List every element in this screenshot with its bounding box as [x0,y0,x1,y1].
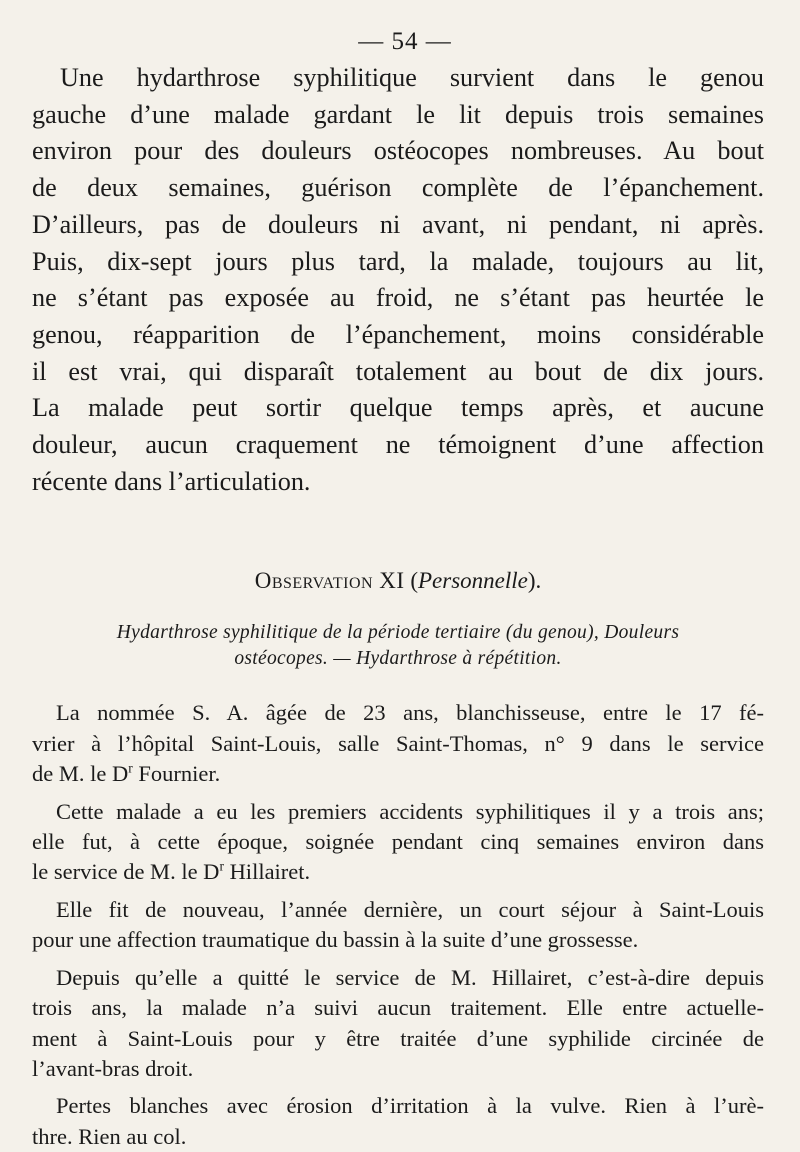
text-line: ne s’étant pas exposée au froid, ne s’étant pas heurtée le [32,283,764,313]
text-line: il est vrai, qui disparaît totalement au bout de dix jours. [32,356,764,386]
text-line: de M. le $D^r$ Fournier. [32,760,221,787]
text-line: La nommée S. A. âgée de 23 ans, blanchisseuse, entre le 17 fé- [56,700,764,726]
text-line: D’ailleurs, pas de douleurs ni avant, ni pendant, ni après. [32,209,764,239]
observation-heading [32,568,764,594]
case-paragraph-examination [32,1091,764,1152]
case-paragraph-previous-stay [32,895,764,956]
observation-subtitle [32,620,764,672]
case-paragraph-history [32,797,764,888]
text-line: Depuis qu’elle a quitté le service de M. Hillairet, c’est-à-dire depuis [56,964,764,990]
text-line: récente dans l’articulation. [32,466,311,496]
text-line: Puis, dix-sept jours plus tard, la malade, toujours au lit, [32,246,764,276]
text-line: La malade peut sortir quelque temps après, et aucune [32,393,764,423]
opening-paragraph [32,60,764,500]
text-line: l’avant-bras droit. [32,1055,194,1081]
text-line: vrier à l’hôpital Saint-Louis, salle Saint-Thomas, n° 9 dans le service [32,730,764,756]
case-report [32,698,764,1152]
observation-label: Observation XI [254,568,405,594]
subtitle-line: Hydarthrose syphilitique de la période tertiaire (du genou), Douleurs [116,622,680,644]
text-line: Pertes blanches avec érosion d’irritation à la vulve. Rien à l’urè- [56,1093,764,1119]
text-line: douleur, aucun craquement ne témoignent d’une affection [32,430,764,460]
page-number: — 54 — [358,28,452,55]
case-paragraph-treatment [32,963,764,1085]
close-paren: ). [527,568,542,594]
text-line: elle fut, à cette époque, soignée pendant cinq semaines environ dans [32,829,764,855]
text-line: ment à Saint-Louis pour y être traitée d’une syphilide circinée de [32,1025,764,1051]
subtitle-line: ostéocopes. — Hydarthrose à répétition. [234,648,562,670]
observation-qualifier: Personnelle [418,568,528,594]
text-line: gauche d’une malade gardant le lit depuis trois semaines [32,99,764,129]
open-paren: ( [410,568,418,594]
text-line: Cette malade a eu les premiers accidents syphilitiques il y a trois ans; [56,798,764,824]
text-line: trois ans, la malade n’a suivi aucun traitement. Elle entre actuelle- [32,995,764,1021]
text-line: environ pour des douleurs ostéocopes nombreuses. Au bout [32,136,764,166]
text-line: le service de M. le $D^r$ Hillairet. [32,858,311,885]
case-paragraph-admission [32,698,764,789]
text-line: pour une affection traumatique du bassin à la suite d’une grossesse. [32,927,639,953]
text-line: Elle fit de nouveau, l’année dernière, un court séjour à Saint-Louis [56,896,764,922]
text-line: de deux semaines, guérison complète de l’épanchement. [32,173,764,203]
text-line: genou, réapparition de l’épanchement, moins considérable [32,319,764,349]
text-line: Une hydarthrose syphilitique survient dans le genou [60,63,764,92]
text-line: thre. Rien au col. [32,1123,187,1149]
